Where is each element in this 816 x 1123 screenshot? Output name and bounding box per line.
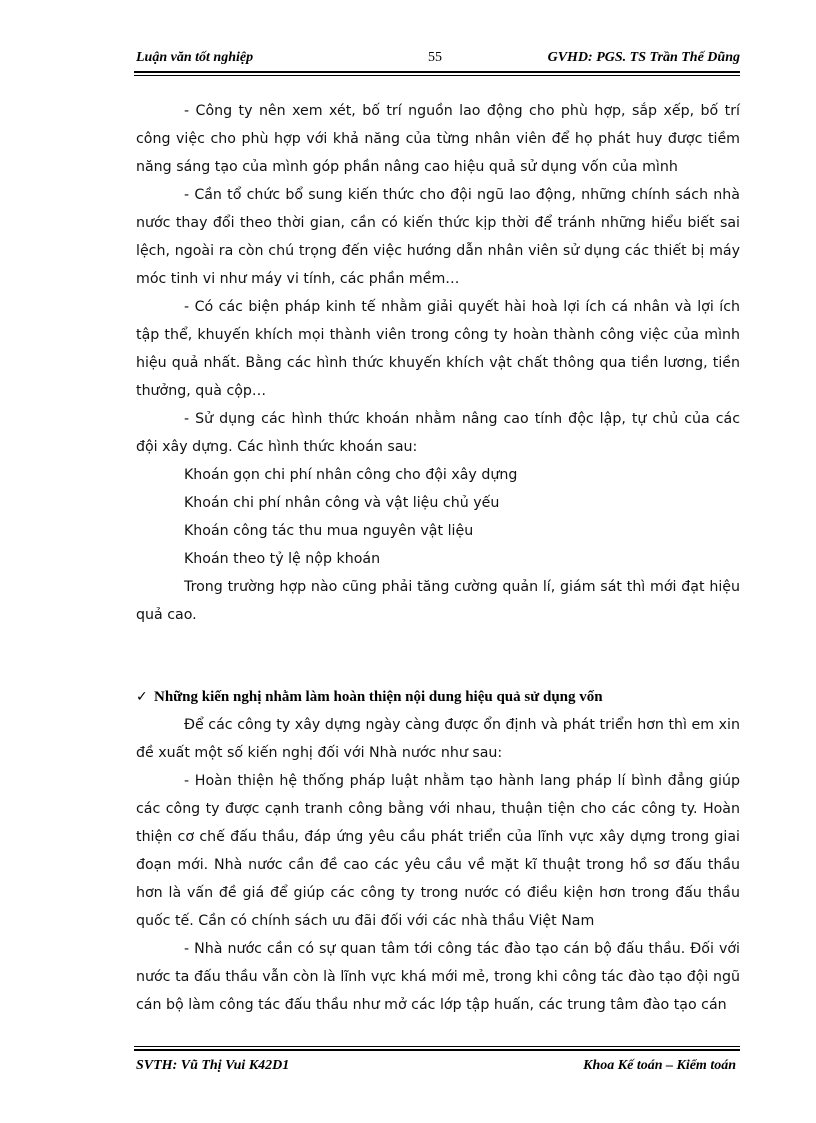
page-footer <box>136 1058 736 1078</box>
list-item: Khoán chi phí nhân công và vật liệu chủ yếu <box>184 495 500 511</box>
paragraph: - Nhà nước cần có sự quan tâm tới công tác đào tạo cán bộ đấu thầu. Đối với nước ta đấu thầu vẫn còn là lĩnh vực khá mới mẻ, trong khi công tác đào tạo đội ngũ cán bộ làm công tác đấu thầu như mở các lớp tập huấn, các trung tâm đào tạo cán <box>136 941 740 1013</box>
list-item: Khoán gọn chi phí nhân công cho đội xây dựng <box>184 467 518 483</box>
page-body <box>136 97 740 1019</box>
header-supervisor: GVHD: PGS. TS Trần Thế Dũng <box>547 50 740 65</box>
paragraph: - Hoàn thiện hệ thống pháp luật nhằm tạo hành lang pháp lí bình đẳng giúp các công ty được cạnh tranh công bằng với nhau, thuận tiện cho các công ty. Hoàn thiện cơ chế đấu thầu, đáp ứng yêu cầu phát triển của lĩnh vực xây dựng trong giai đoạn mới. Nhà nước cần đề cao các yêu cầu về mặt kĩ thuật trong hồ sơ đấu thầu hơn là vấn đề giá để giúp các công ty trong nước có điều kiện hơn trong đấu thầu quốc tế. Cần có chính sách ưu đãi đối với các nhà thầu Việt Nam <box>136 773 740 929</box>
section-heading-text: Những kiến nghị nhằm làm hoàn thiện nội dung hiệu quả sử dụng vốn <box>154 689 603 705</box>
header-rule-thin <box>134 75 740 76</box>
paragraph: Để các công ty xây dựng ngày càng được ổn định và phát triển hơn thì em xin đề xuất một số kiến nghị đối với Nhà nước như sau: <box>136 717 740 761</box>
section-heading <box>136 683 740 711</box>
footer-rule-thin <box>134 1046 740 1047</box>
page-number: 55 <box>428 50 442 65</box>
paragraph: - Có các biện pháp kinh tế nhằm giải quyết hài hoà lợi ích cá nhân và lợi ích tập thể, khuyến khích mọi thành viên trong công ty hoàn thành công việc của mình hiệu quả nhất. Bằng các hình thức khuyến khích vật chất thông qua tiền lương, tiền thưởng, quà cộp… <box>136 299 740 399</box>
list-item: Khoán công tác thu mua nguyên vật liệu <box>184 523 474 539</box>
page-header <box>136 50 740 70</box>
spacer <box>136 629 740 683</box>
header-thesis-title: Luận văn tốt nghiệp <box>136 50 254 65</box>
footer-student: SVTH: Vũ Thị Vui K42D1 <box>136 1058 290 1073</box>
paragraph: Trong trường hợp nào cũng phải tăng cường quản lí, giám sát thì mới đạt hiệu quả cao. <box>136 579 740 623</box>
footer-rule-thick <box>134 1049 740 1051</box>
checkmark-bullet-icon: ✓ <box>136 689 148 705</box>
paragraph: - Sử dụng các hình thức khoán nhằm nâng cao tính độc lập, tự chủ của các đội xây dựng. Các hình thức khoán sau: <box>136 411 740 455</box>
paragraph: - Cần tổ chức bổ sung kiến thức cho đội ngũ lao động, những chính sách nhà nước thay đổi theo thời gian, cần có kiến thức kịp thời để tránh những hiểu biết sai lệch, ngoài ra còn chú trọng đến việc hướng dẫn nhân viên sử dụng các thiết bị máy móc tinh vi như máy vi tính, các phần mềm… <box>136 187 740 287</box>
footer-department: Khoa Kế toán – Kiểm toán <box>583 1058 736 1073</box>
paragraph: - Công ty nên xem xét, bố trí nguồn lao động cho phù hợp, sắp xếp, bố trí công việc cho phù hợp với khả năng của từng nhân viên để họ phát huy được tiềm năng sáng tạo của mình góp phần nâng cao hiệu quả sử dụng vốn của mình <box>136 103 740 175</box>
list-item: Khoán theo tỷ lệ nộp khoán <box>184 551 381 567</box>
header-rule-thick <box>134 71 740 73</box>
